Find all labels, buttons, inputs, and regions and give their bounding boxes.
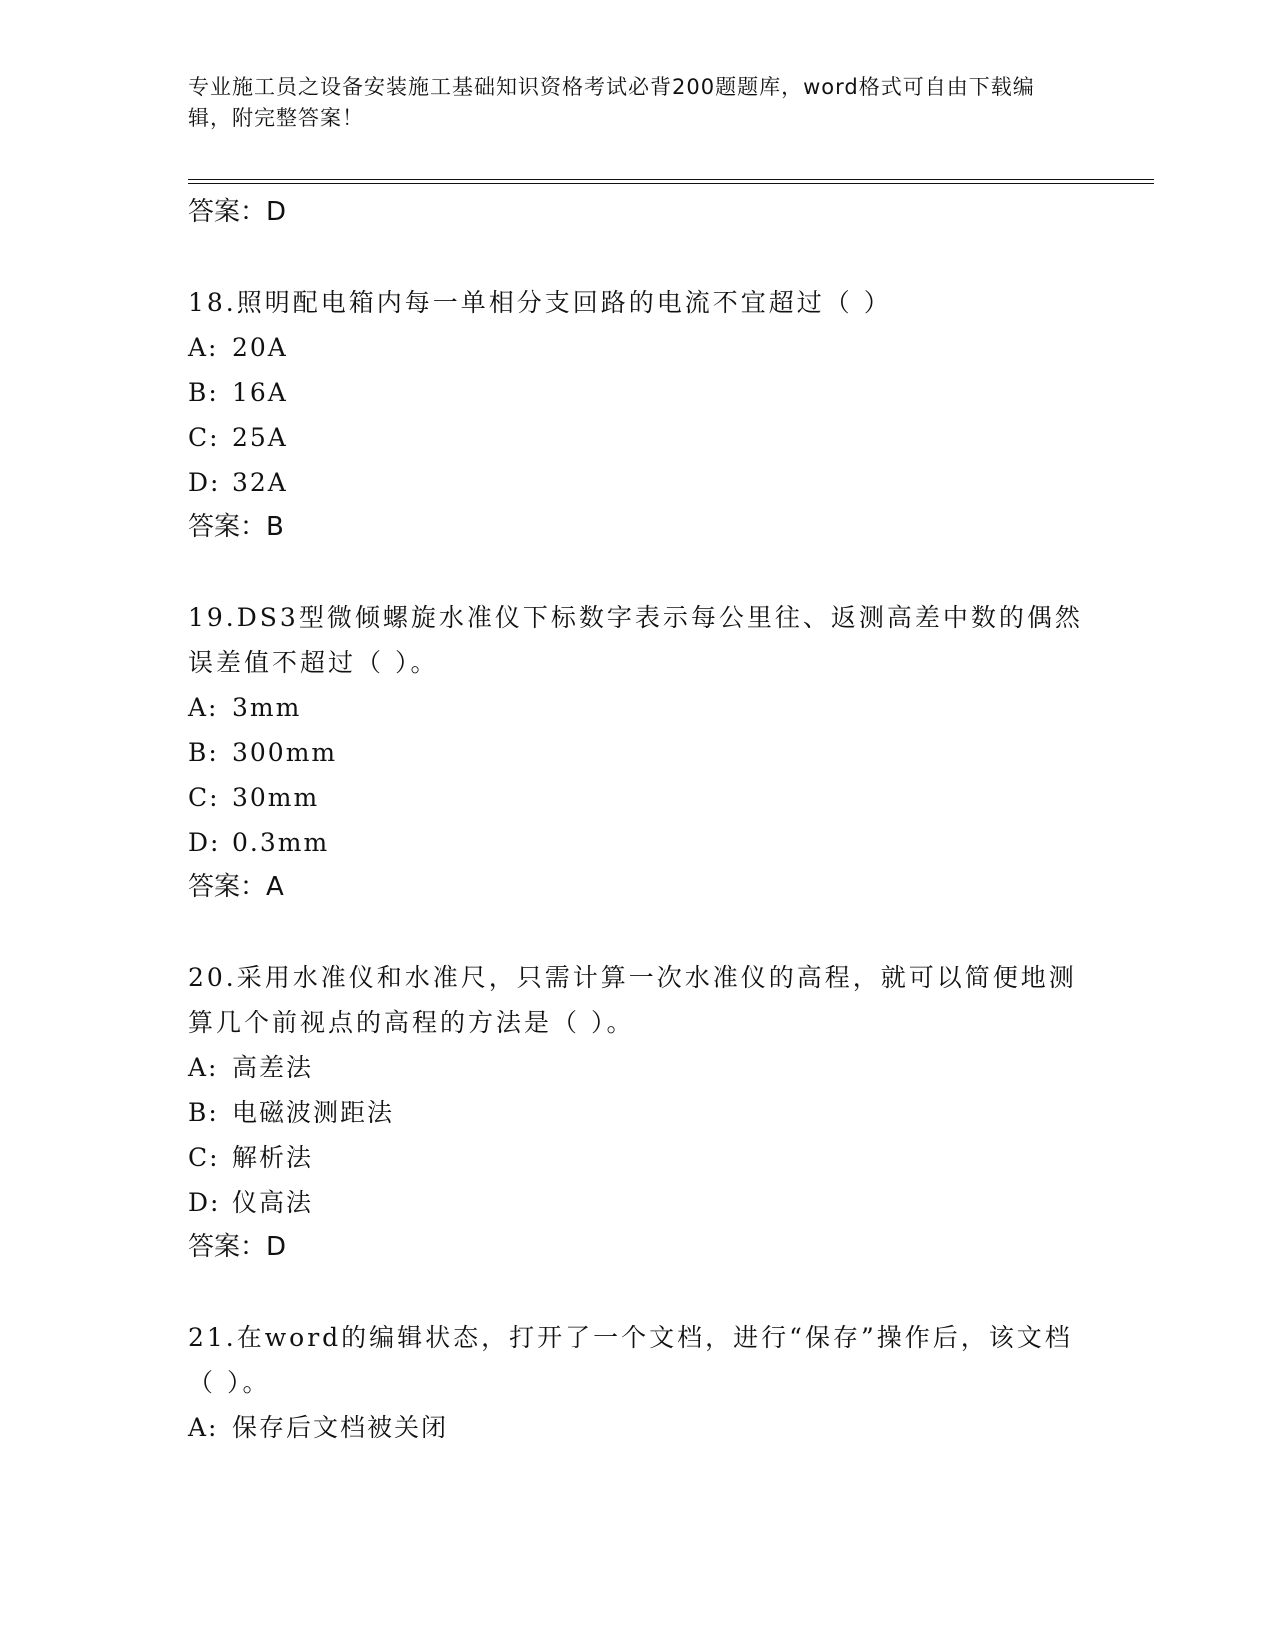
option-label: C: xyxy=(188,423,220,452)
spacer xyxy=(188,549,1088,595)
option-text: 25A xyxy=(232,423,288,452)
question-block-18 xyxy=(188,280,1088,549)
option-a xyxy=(188,325,1088,370)
option-b xyxy=(188,370,1088,415)
answer-19: 答案：A xyxy=(188,872,284,902)
question-text: 18.照明配电箱内每一单相分支回路的电流不宜超过（ ） xyxy=(188,288,892,317)
option-text: 20A xyxy=(232,333,288,362)
document-body xyxy=(188,190,1088,1450)
question-block-20 xyxy=(188,955,1088,1269)
option-text: 32A xyxy=(232,468,288,497)
option-text: 300mm xyxy=(232,738,338,767)
option-label: D: xyxy=(188,1188,221,1217)
option-d xyxy=(188,820,1088,865)
spacer xyxy=(188,234,1088,280)
option-a xyxy=(188,685,1088,730)
header-divider-top xyxy=(188,179,1154,180)
option-text: 解析法 xyxy=(232,1143,314,1172)
option-text: 3mm xyxy=(232,693,302,722)
question-text: 19.DS3型微倾螺旋水准仪下标数字表示每公里往、返测高差中数的偶然误差值不超过（ ）。 xyxy=(188,603,1083,677)
option-label: A: xyxy=(188,1053,219,1082)
option-c xyxy=(188,1135,1088,1180)
option-label: A: xyxy=(188,333,219,362)
option-b xyxy=(188,730,1088,775)
document-header: 专业施工员之设备安装施工基础知识资格考试必背200题题库，word格式可自由下载编辑，附完整答案！ xyxy=(188,75,1035,130)
header-divider-bottom xyxy=(188,183,1154,184)
option-label: B: xyxy=(188,378,219,407)
option-label: A: xyxy=(188,1413,219,1442)
option-b xyxy=(188,1090,1088,1135)
option-a xyxy=(188,1405,1088,1450)
option-label: B: xyxy=(188,1098,219,1127)
answer-17: 答案：D xyxy=(188,197,287,227)
option-label: C: xyxy=(188,1143,220,1172)
question-block-21 xyxy=(188,1315,1088,1450)
option-label: D: xyxy=(188,468,221,497)
option-label: D: xyxy=(188,828,221,857)
option-c xyxy=(188,775,1088,820)
question-text: 21.在word的编辑状态，打开了一个文档，进行“保存”操作后，该文档（ ）。 xyxy=(188,1323,1073,1397)
option-d xyxy=(188,460,1088,505)
question-block-19 xyxy=(188,595,1088,909)
option-a xyxy=(188,1045,1088,1090)
option-label: B: xyxy=(188,738,219,767)
option-text: 高差法 xyxy=(232,1053,314,1082)
answer-18: 答案：B xyxy=(188,512,284,542)
answer-20: 答案：D xyxy=(188,1232,287,1262)
option-text: 电磁波测距法 xyxy=(232,1098,395,1127)
option-label: A: xyxy=(188,693,219,722)
option-text: 仪高法 xyxy=(232,1188,314,1217)
option-text: 0.3mm xyxy=(232,828,330,857)
option-d xyxy=(188,1180,1088,1225)
option-text: 16A xyxy=(232,378,288,407)
option-c xyxy=(188,415,1088,460)
option-text: 保存后文档被关闭 xyxy=(232,1413,449,1442)
option-text: 30mm xyxy=(232,783,320,812)
question-text: 20.采用水准仪和水准尺，只需计算一次水准仪的高程，就可以简便地测算几个前视点的高程的方法是（ ）。 xyxy=(188,963,1077,1037)
option-label: C: xyxy=(188,783,220,812)
spacer xyxy=(188,1269,1088,1315)
spacer xyxy=(188,909,1088,955)
